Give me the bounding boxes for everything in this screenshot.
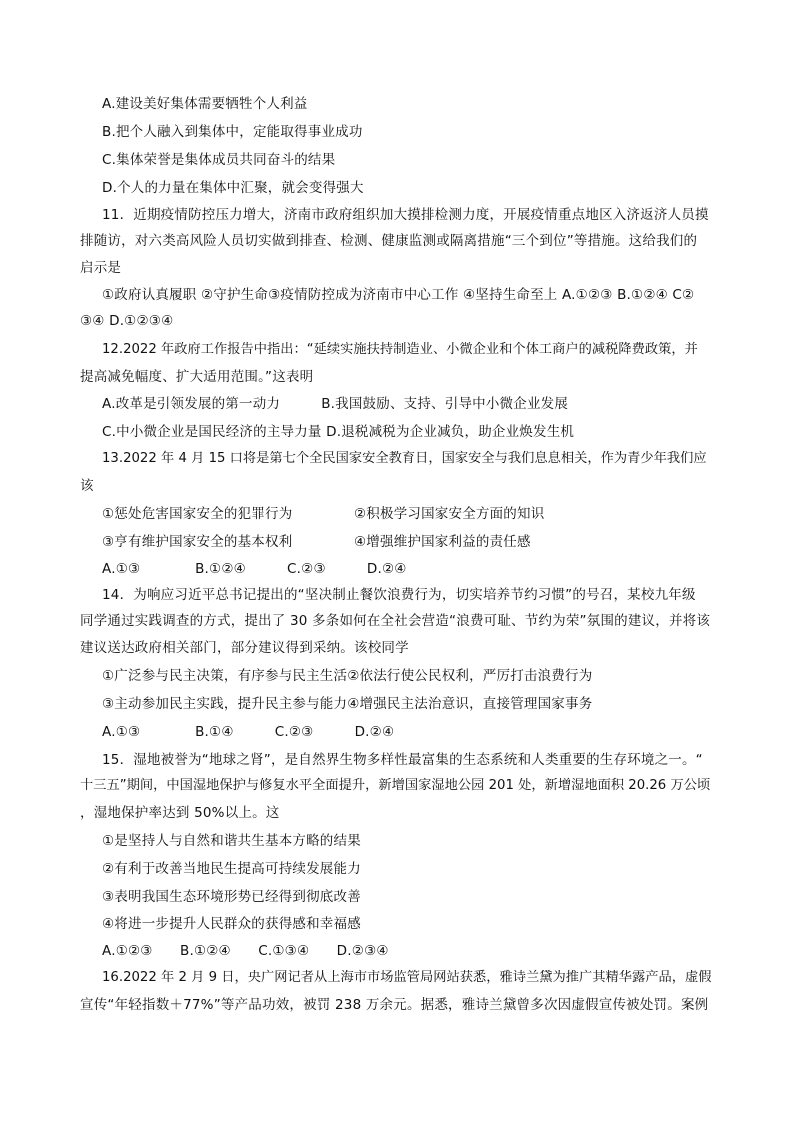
q13-option-3: ③亨有维护国家安全的基本权利 — [102, 534, 293, 550]
q15-option-4: ④将进一步提升人民群众的获得感和幸福感 — [102, 916, 361, 932]
q11-options-line-1: ①政府认真履职 ②守护生命③疫情防控成为济南市中心工作 ④坚持生命至上 A.①②③ B.①②④ C② — [102, 287, 695, 303]
q14-stem-line-1: 14．为响应习近平总书记提出的“坚决制止餐饮浪费行为，切实培养节约习惯”的号召，某校九年级 — [102, 587, 696, 603]
q15-stem-line-3: ，湿地保护率达到 50%以上。这 — [80, 805, 280, 821]
q13-option-4: ④增强维护国家利益的责任感 — [354, 534, 531, 550]
q13-option-1: ①惩处危害国家安全的犯罪行为 — [102, 506, 293, 522]
q15-stem-line-2: 十三五”期间，中国湿地保护与修复水平全面提升，新增国家湿地公园 201 处，新增湿地面积 20.26 万公顷 — [80, 778, 711, 793]
q14-options-34: ③主动参加民主实践，提升民主参与能力④增强民主法治意识，直接管理国家事务 — [102, 696, 593, 712]
q12-stem-line-2: 提高减免幅度、扩大适用范围。”这表明 — [80, 369, 314, 385]
q15-choices: A.①②③ B.①②④ C.①③④ D.②③④ — [102, 943, 389, 959]
q12-options-ab: A.改革是引领发展的第一动力 B.我国鼓励、支持、引导中小微企业发展 — [102, 396, 569, 412]
q14-stem-line-2: 同学通过实践调查的方式，提出了 30 多条如何在全社会营造“浪费可耻、节约为荣”氛围的建议，并将该 — [80, 613, 711, 629]
q16-stem-line-1: 16.2022 年 2 月 9 日，央广网记者从上海市市场监管局网站获悉，雅诗兰黛为推广其精华露产品，虚假 — [102, 970, 712, 985]
q13-stem-line-1: 13.2022 年 4 月 15 口将是第七个全民国家安全教育日，国家安全与我们息息相关，作为青少年我们应 — [102, 451, 707, 466]
q11-stem-line-2: 排随访，对六类高风险人员切实做到排查、检测、健康监测或隔离措施“三个到位”等措施。这给我们的 — [80, 233, 698, 249]
q13-stem-line-2: 该 — [80, 478, 94, 494]
q16-stem-line-2: 宣传“年轻指数＋77%”等产品功效，被罚 238 万余元。据悉，雅诗兰黛曾多次因虚假宣传被处罚。案例 — [80, 997, 709, 1013]
q10-option-c: C.集体荣誉是集体成员共同奋斗的结果 — [102, 152, 336, 168]
q11-options-line-2: ③④ D.①②③④ — [80, 313, 174, 329]
q11-stem-line-1: 11．近期疫情防控压力增大，济南市政府组织加大摸排检测力度，开展疫情重点地区入济返济人员摸 — [102, 207, 709, 223]
q12-options-cd: C.中小微企业是国民经济的主导力量 D.退税减税为企业减负，助企业焕发生机 — [102, 424, 575, 440]
q15-option-3: ③表明我国生态环境形势已经得到彻底改善 — [102, 889, 361, 905]
q12-stem-line-1: 12.2022 年政府工作报告中指出：“延续实施扶持制造业、小微企业和个体工商户的减税降费政策，并 — [102, 342, 698, 357]
q14-options-12: ①广泛参与民主决策，有序参与民主生活②依法行使公民权利，严厉打击浪费行为 — [102, 668, 593, 684]
q14-choices: A.①③ B.①④ C.②③ D.②④ — [102, 724, 395, 740]
q10-option-d: D.个人的力量在集体中汇聚，就会变得强大 — [102, 180, 364, 196]
q14-stem-line-3: 建议送达政府相关部门，部分建议得到采纳。该校同学 — [80, 640, 409, 656]
q13-choices: A.①③ B.①②④ C.②③ D.②④ — [102, 561, 407, 577]
q15-stem-line-1: 15．湿地被誉为“地球之肾”，是自然界生物多样性最富集的生态系统和人类重要的生存环境之一。“ — [102, 752, 703, 768]
q10-option-b: B.把个人融入到集体中，定能取得事业成功 — [102, 124, 363, 140]
q15-option-1: ①是坚持人与自然和谐共生基本方略的结果 — [102, 833, 361, 849]
q10-option-a: A.建设美好集体需要牺牲个人利益 — [102, 96, 308, 112]
q11-stem-line-3: 启示是 — [80, 260, 122, 276]
q13-option-2: ②积极学习国家安全方面的知识 — [354, 506, 545, 522]
q15-option-2: ②有利于改善当地民生提高可持续发展能力 — [102, 861, 361, 877]
